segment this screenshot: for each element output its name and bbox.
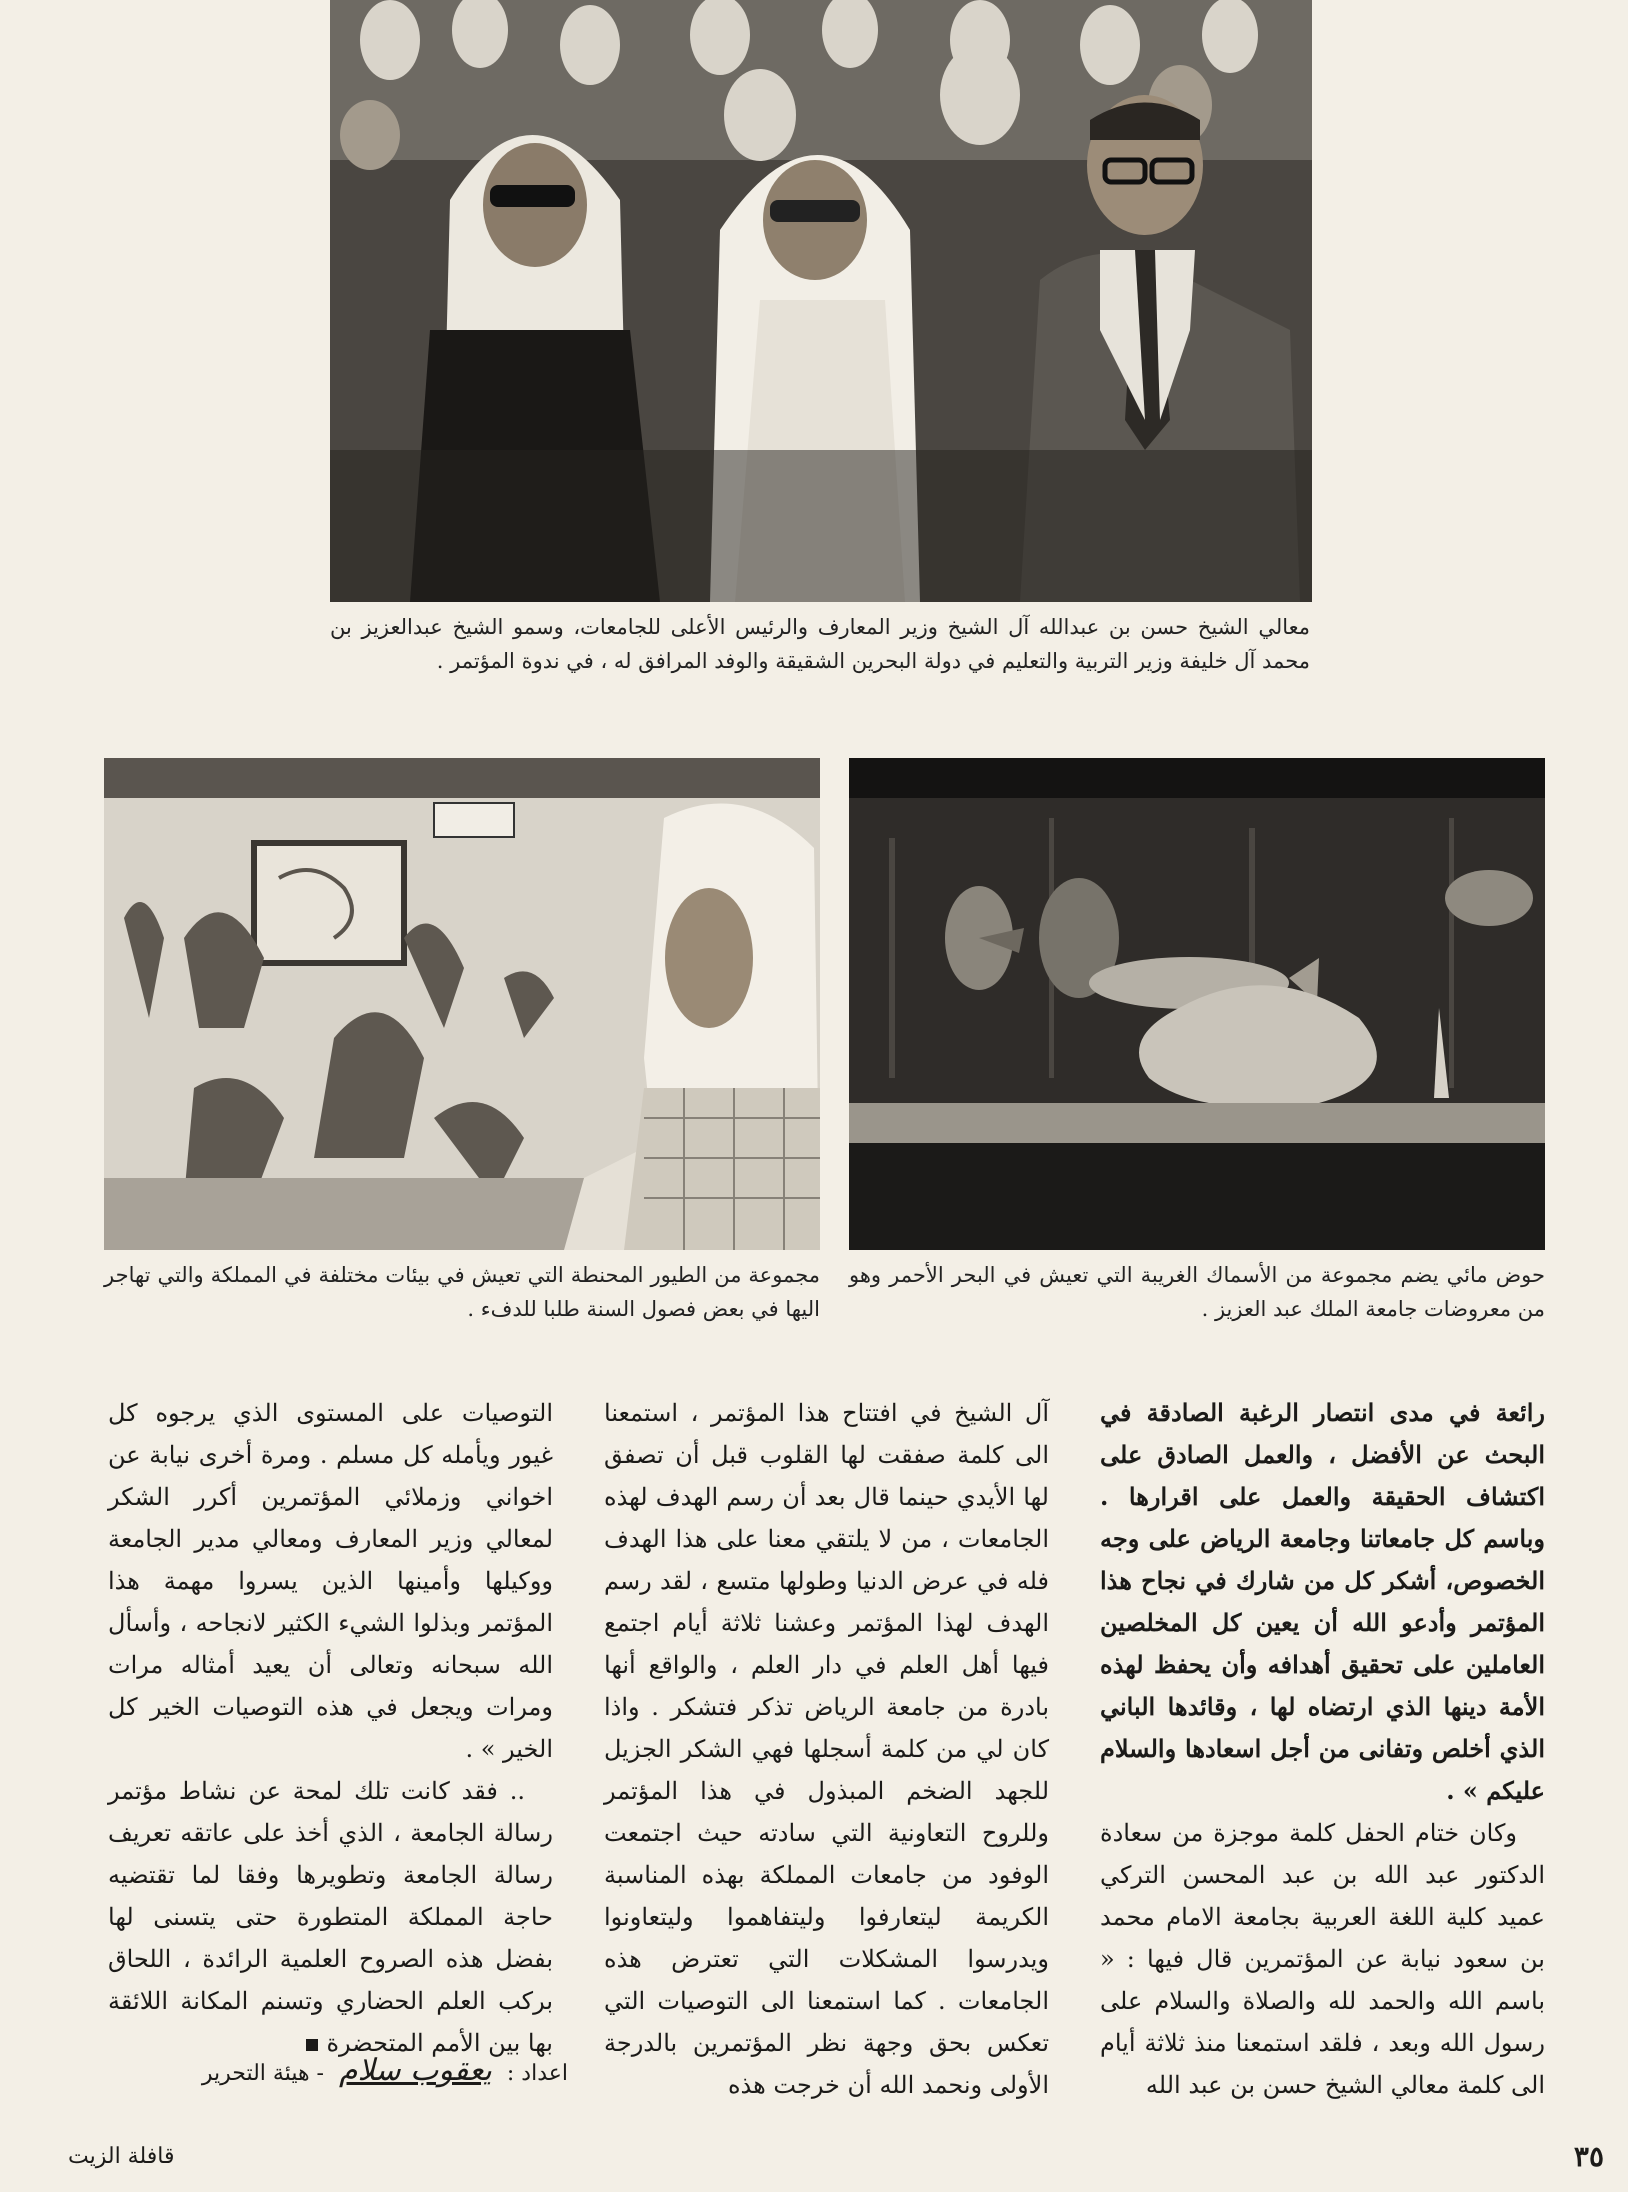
conference-photo-drawing (330, 0, 1312, 602)
byline (108, 2055, 568, 2090)
article-paragraph: وكان ختام الحفل كلمة موجزة من سعادة الدكتور عبد الله بن عبد المحسن التركي عميد كلية اللغة العربية بجامعة الامام محمد بن سعود نيابة عن المؤتمرين قال فيها : « باسم الله والحمد لله والصلاة والسلام على رسول الله وبعد ، فلقد استمعنا منذ ثلاثة أيام الى كلمة معالي الشيخ حسن بن عبد الله (1100, 1819, 1545, 2099)
article-column-middle (604, 1392, 1049, 2106)
article-paragraph: رائعة في مدى انتصار الرغبة الصادقة في البحث عن الأفضل ، والعمل الصادق على اكتشاف الحقيقة والعمل على اقرارها . وباسم كل جامعاتنا وجامعة الرياض على وجه الخصوص، أشكر كل من شارك في نجاح هذا المؤتمر وأدعو الله أن يعين كل المخلصين العاملين على تحقيق أهدافه وأن يحفظ لهذه الأمة دينها الذي ارتضاه لها ، وقائدها الباني الذي أخلص وتفانى من أجل اسعادها والسلام عليكم » . (1100, 1398, 1545, 1805)
page-number: ٣٥ (1573, 2140, 1604, 2173)
byline-prefix: اعداد : (506, 2061, 568, 2086)
author-signature: يعقوب سلام (339, 2053, 492, 2088)
magazine-name: قافلة الزيت (68, 2144, 175, 2169)
birds-exhibit-photo-drawing (104, 758, 820, 1250)
birds-exhibit-caption: مجموعة من الطيور المحنطة التي تعيش في بيئات مختلفة في المملكة والتي تهاجر اليها في بعض فصول السنة طلبا للدفء . (104, 1263, 820, 1321)
article-closing-text: .. فقد كانت تلك لمحة عن نشاط مؤتمر رسالة الجامعة ، الذي أخذ على عاتقه تعريف رسالة الجامعة وتطويرها وفقا لما تقتضيه حاجة المملكة المتطورة حتى يتسنى لها بفضل هذه الصروح العلمية الرائدة ، اللحاق بركب العلم الحضاري وتسنم المكانة اللائقة بها بين الأمم المتحضرة (108, 1777, 553, 2057)
conference-photo-caption: معالي الشيخ حسن بن عبدالله آل الشيخ وزير المعارف والرئيس الأعلى للجامعات، وسمو الشيخ عبدالعزيز بن محمد آل خليفة وزير التربية والتعليم في دولة البحرين الشقيقة والوفد المرافق له ، في ندوة المؤتمر . (330, 615, 1310, 673)
byline-suffix: - هيئة التحرير (201, 2061, 324, 2086)
article-paragraph: التوصيات على المستوى الذي يرجوه كل غيور ويأمله كل مسلم . ومرة أخرى نيابة عن اخواني وزملائي المؤتمرين أكرر الشكر لمعالي وزير المعارف ومعالي مدير الجامعة ووكيلها وأمينها الذين يسروا مهمة هذا المؤتمر وبذلوا الشيء الكثير لانجاحه ، وأسأل الله سبحانه وتعالى أن يعيد أمثاله مرات ومرات ويجعل في هذه التوصيات الخير كل الخير » . (108, 1399, 553, 1763)
article-paragraph: آل الشيخ في افتتاح هذا المؤتمر ، استمعنا الى كلمة صفقت لها القلوب قبل أن تصفق لها الأيدي حينما قال بعد أن رسم الهدف لهذه الجامعات ، من لا يلتقي معنا على هذا الهدف فله في عرض الدنيا وطولها متسع ، لقد رسم الهدف لهذا المؤتمر وعشنا ثلاثة أيام اجتمع فيها أهل العلم في دار العلم ، والواقع أنها بادرة من جامعة الرياض تذكر فتشكر . واذا كان لي من كلمة أسجلها فهي الشكر الجزيل للجهد الضخم المبذول في هذا المؤتمر وللروح التعاونية التي سادته حيث اجتمعت الوفود من جامعات المملكة بهذه المناسبة الكريمة ليتعارفوا وليتفاهموا وليتعاونوا ويدرسوا المشكلات التي تعترض هذه الجامعات . كما استمعنا الى التوصيات التي تعكس بحق وجهة نظر المؤتمرين بالدرجة الأولى ونحمد الله أن خرجت هذه (604, 1399, 1049, 2099)
aquarium-photo-drawing (849, 758, 1545, 1250)
article-column-left (108, 1392, 553, 2064)
article-paragraph (108, 1770, 553, 2064)
article-column-right (1100, 1392, 1545, 2106)
birds-exhibit-photo (104, 758, 820, 1250)
end-of-article-mark (306, 2039, 318, 2051)
aquarium-photo-caption: حوض مائي يضم مجموعة من الأسماك الغريبة التي تعيش في البحر الأحمر وهو من معروضات جامعة الملك عبد العزيز . (849, 1263, 1545, 1321)
aquarium-photo (849, 758, 1545, 1250)
conference-photo (330, 0, 1312, 602)
